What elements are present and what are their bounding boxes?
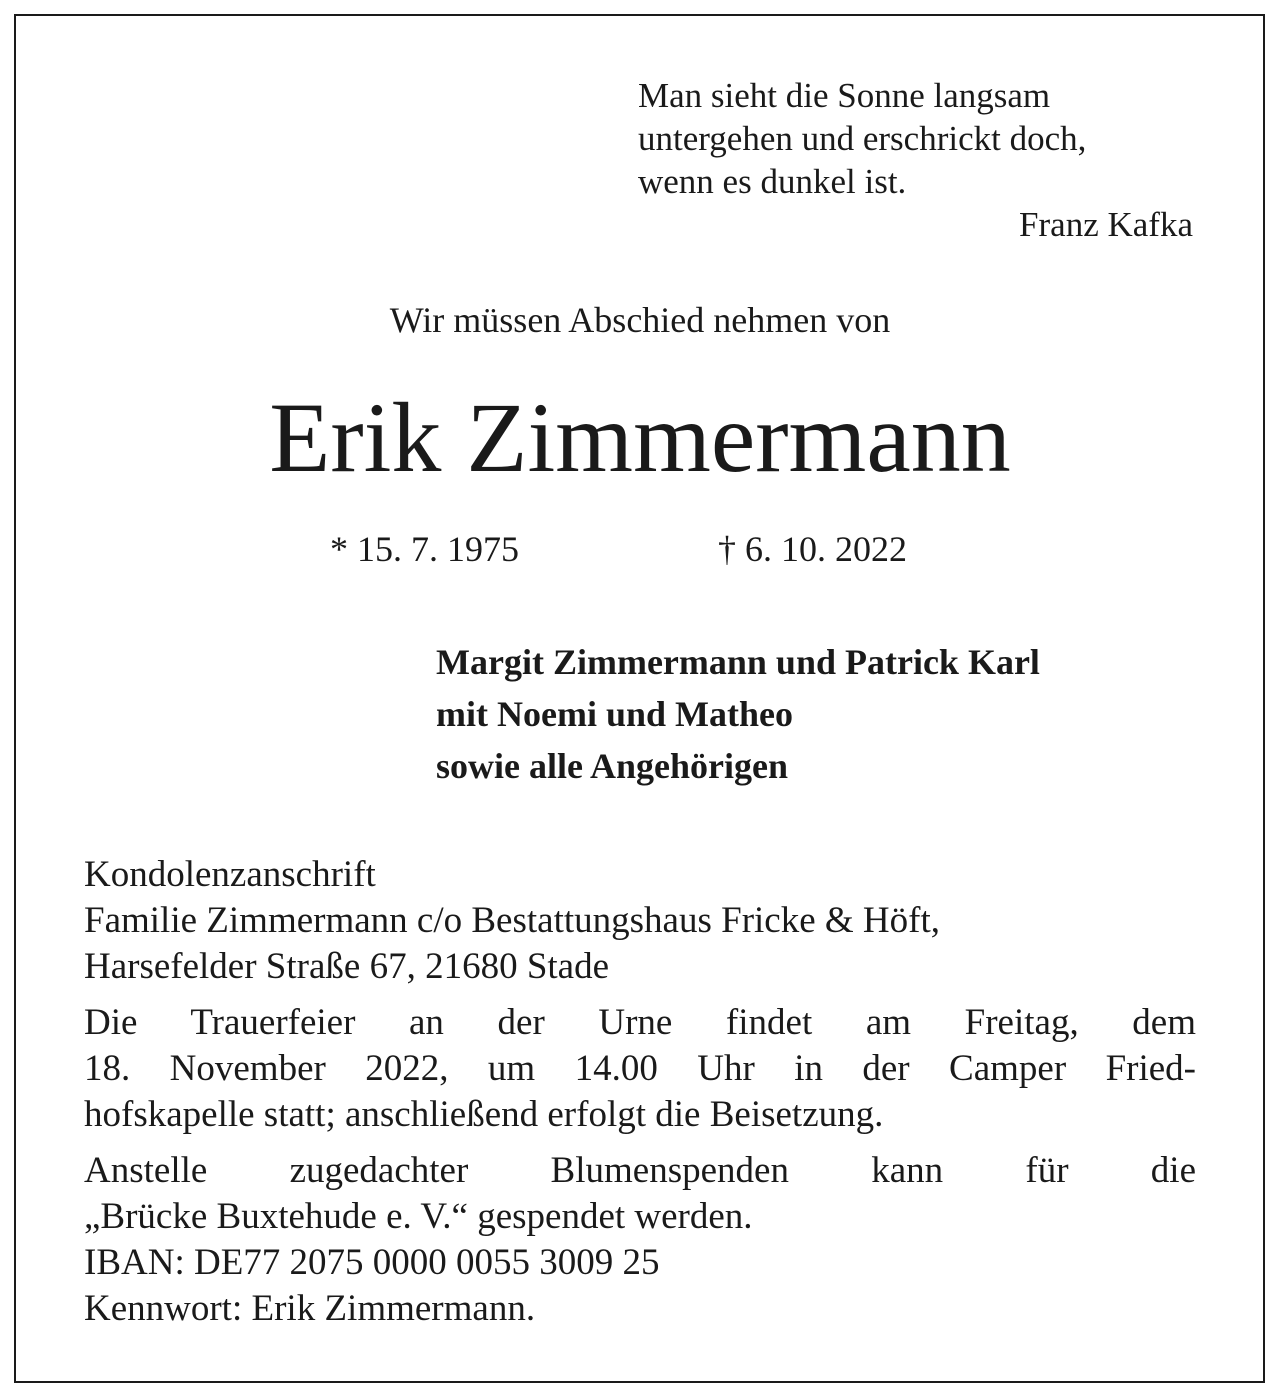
birth-date: * 15. 7. 1975: [330, 529, 519, 569]
notice-details: [84, 852, 1196, 1342]
mourners-line: mit Noemi und Matheo: [436, 694, 793, 734]
mourners-line: Margit Zimmermann und Patrick Karl: [436, 642, 1040, 682]
mourners-line: sowie alle Angehörigen: [436, 746, 788, 786]
keyword-line: Kennwort: Erik Zimmermann.: [84, 1288, 536, 1329]
donation-line: „Brücke Buxtehude e. V.“ gespendet werden.: [84, 1196, 753, 1237]
condolence-line: Harsefelder Straße 67, 21680 Stade: [84, 946, 610, 987]
funeral-info: [84, 1000, 1196, 1138]
condolence-heading: Kondolenzanschrift: [84, 854, 376, 895]
funeral-line: 18. November 2022, um 14.00 Uhr in der Camper Fried-: [84, 1048, 1196, 1089]
donation-line: Anstelle zugedachter Blumenspenden kann für die: [84, 1150, 1196, 1191]
quote-author: Franz Kafka: [1019, 205, 1193, 244]
quote-line: wenn es dunkel ist.: [638, 162, 907, 201]
epigraph-quote: [638, 74, 1198, 246]
quote-line: Man sieht die Sonne langsam: [638, 76, 1051, 115]
mourners-block: [436, 636, 1040, 792]
death-date: † 6. 10. 2022: [718, 529, 907, 569]
condolence-address: [84, 852, 1196, 990]
funeral-line: Die Trauerfeier an der Urne findet am Freitag, dem: [84, 1002, 1196, 1043]
iban-line: IBAN: DE77 2075 0000 0055 3009 25: [84, 1242, 660, 1283]
condolence-line: Familie Zimmermann c/o Bestattungshaus Fricke & Höft,: [84, 900, 940, 941]
deceased-name: Erik Zimmermann: [269, 382, 1011, 493]
quote-line: untergehen und erschrickt doch,: [638, 119, 1087, 158]
intro-text: Wir müssen Abschied nehmen von: [389, 300, 891, 340]
funeral-line: hofskapelle statt; anschließend erfolgt die Beisetzung.: [84, 1094, 884, 1135]
donation-info: [84, 1148, 1196, 1332]
